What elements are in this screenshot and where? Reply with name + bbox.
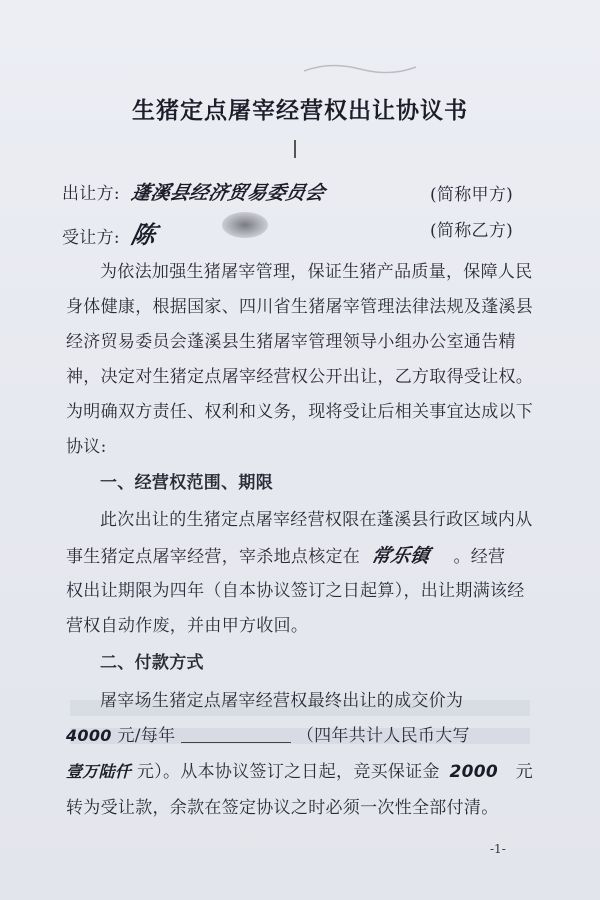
section-2-line-3 — [66, 757, 533, 782]
section-2-line-2-unit: 元/每年 — [117, 726, 176, 746]
transferor-abbrev: (简称甲方) — [430, 185, 514, 205]
total-amount-handwritten: 壹万陆仟 — [66, 762, 132, 781]
section-2-line-4: 转为受让款，余款在签定协议之时必须一次性全部付清。 — [66, 798, 499, 818]
page-number: -1- — [490, 842, 506, 856]
slaughter-location-handwritten: 常乐镇 — [369, 545, 432, 567]
transferee-label: 受让方: — [62, 228, 120, 248]
document-title: 生猪定点屠宰经营权出让协议书 — [132, 98, 468, 124]
section-2-line-3-text: 元）。从本协议签订之日起，竞买保证金 — [136, 762, 440, 782]
transferor-label: 出让方: — [62, 184, 120, 204]
section-2-line-1: 屠宰场生猪定点屠宰经营权最终出让的成交价为 — [100, 691, 464, 711]
section-2-line-2-suffix: （四年共计人民币大写 — [296, 726, 470, 746]
preamble-line-2: 身体健康，根据国家、四川省生猪屠宰管理法律法规及蓬溪县 — [66, 297, 534, 317]
section-1-line-2-prefix: 事生猪定点屠宰经营，宰杀地点核定在 — [66, 547, 361, 567]
pen-mark — [294, 140, 300, 158]
transferee-value: 陈 — [128, 221, 159, 249]
blank-line — [181, 730, 291, 743]
section-1-line-1: 此次出让的生猪定点屠宰经营权限在蓬溪县行政区域内从 — [100, 510, 533, 530]
preamble-line-4: 神，决定对生猪定点屠宰经营权公开出让，乙方取得受让权。 — [66, 367, 534, 387]
section-1-line-4: 营权自动作废，并由甲方收回。 — [66, 616, 309, 636]
section-2-heading: 二、付款方式 — [100, 653, 204, 673]
transferor-row — [62, 178, 325, 205]
section-1-line-2 — [66, 541, 505, 568]
section-1-heading: 一、经营权范围、期限 — [100, 473, 273, 493]
transferee-abbrev: (简称乙方) — [430, 221, 514, 241]
deposit-amount-handwritten: 2000 — [449, 762, 499, 782]
faint-stamp-mark — [300, 57, 420, 79]
section-1-line-3: 权出让期限为四年（自本协议签订之日起算），出让期满该经 — [66, 581, 525, 601]
preamble-line-3: 经济贸易委员会蓬溪县生猪屠宰管理领导小组办公室通告精 — [66, 332, 516, 352]
annual-price-handwritten: 4000 — [66, 726, 112, 745]
preamble-line-6: 协议: — [66, 437, 107, 457]
transferee-row — [62, 215, 159, 250]
section-2-line-2 — [66, 721, 470, 746]
transferor-value: 蓬溪县经济贸易委员会 — [128, 182, 327, 204]
section-2-line-3-unit: 元 — [515, 762, 534, 782]
preamble-line-1: 为依法加强生猪屠宰管理，保证生猪产品质量，保障人民 — [100, 262, 533, 282]
section-1-line-2-suffix: 。经营 — [453, 547, 506, 567]
ink-blot — [222, 212, 268, 238]
preamble-line-5: 为明确双方责任、权利和义务，现将受让后相关事宜达成以下 — [66, 402, 534, 422]
